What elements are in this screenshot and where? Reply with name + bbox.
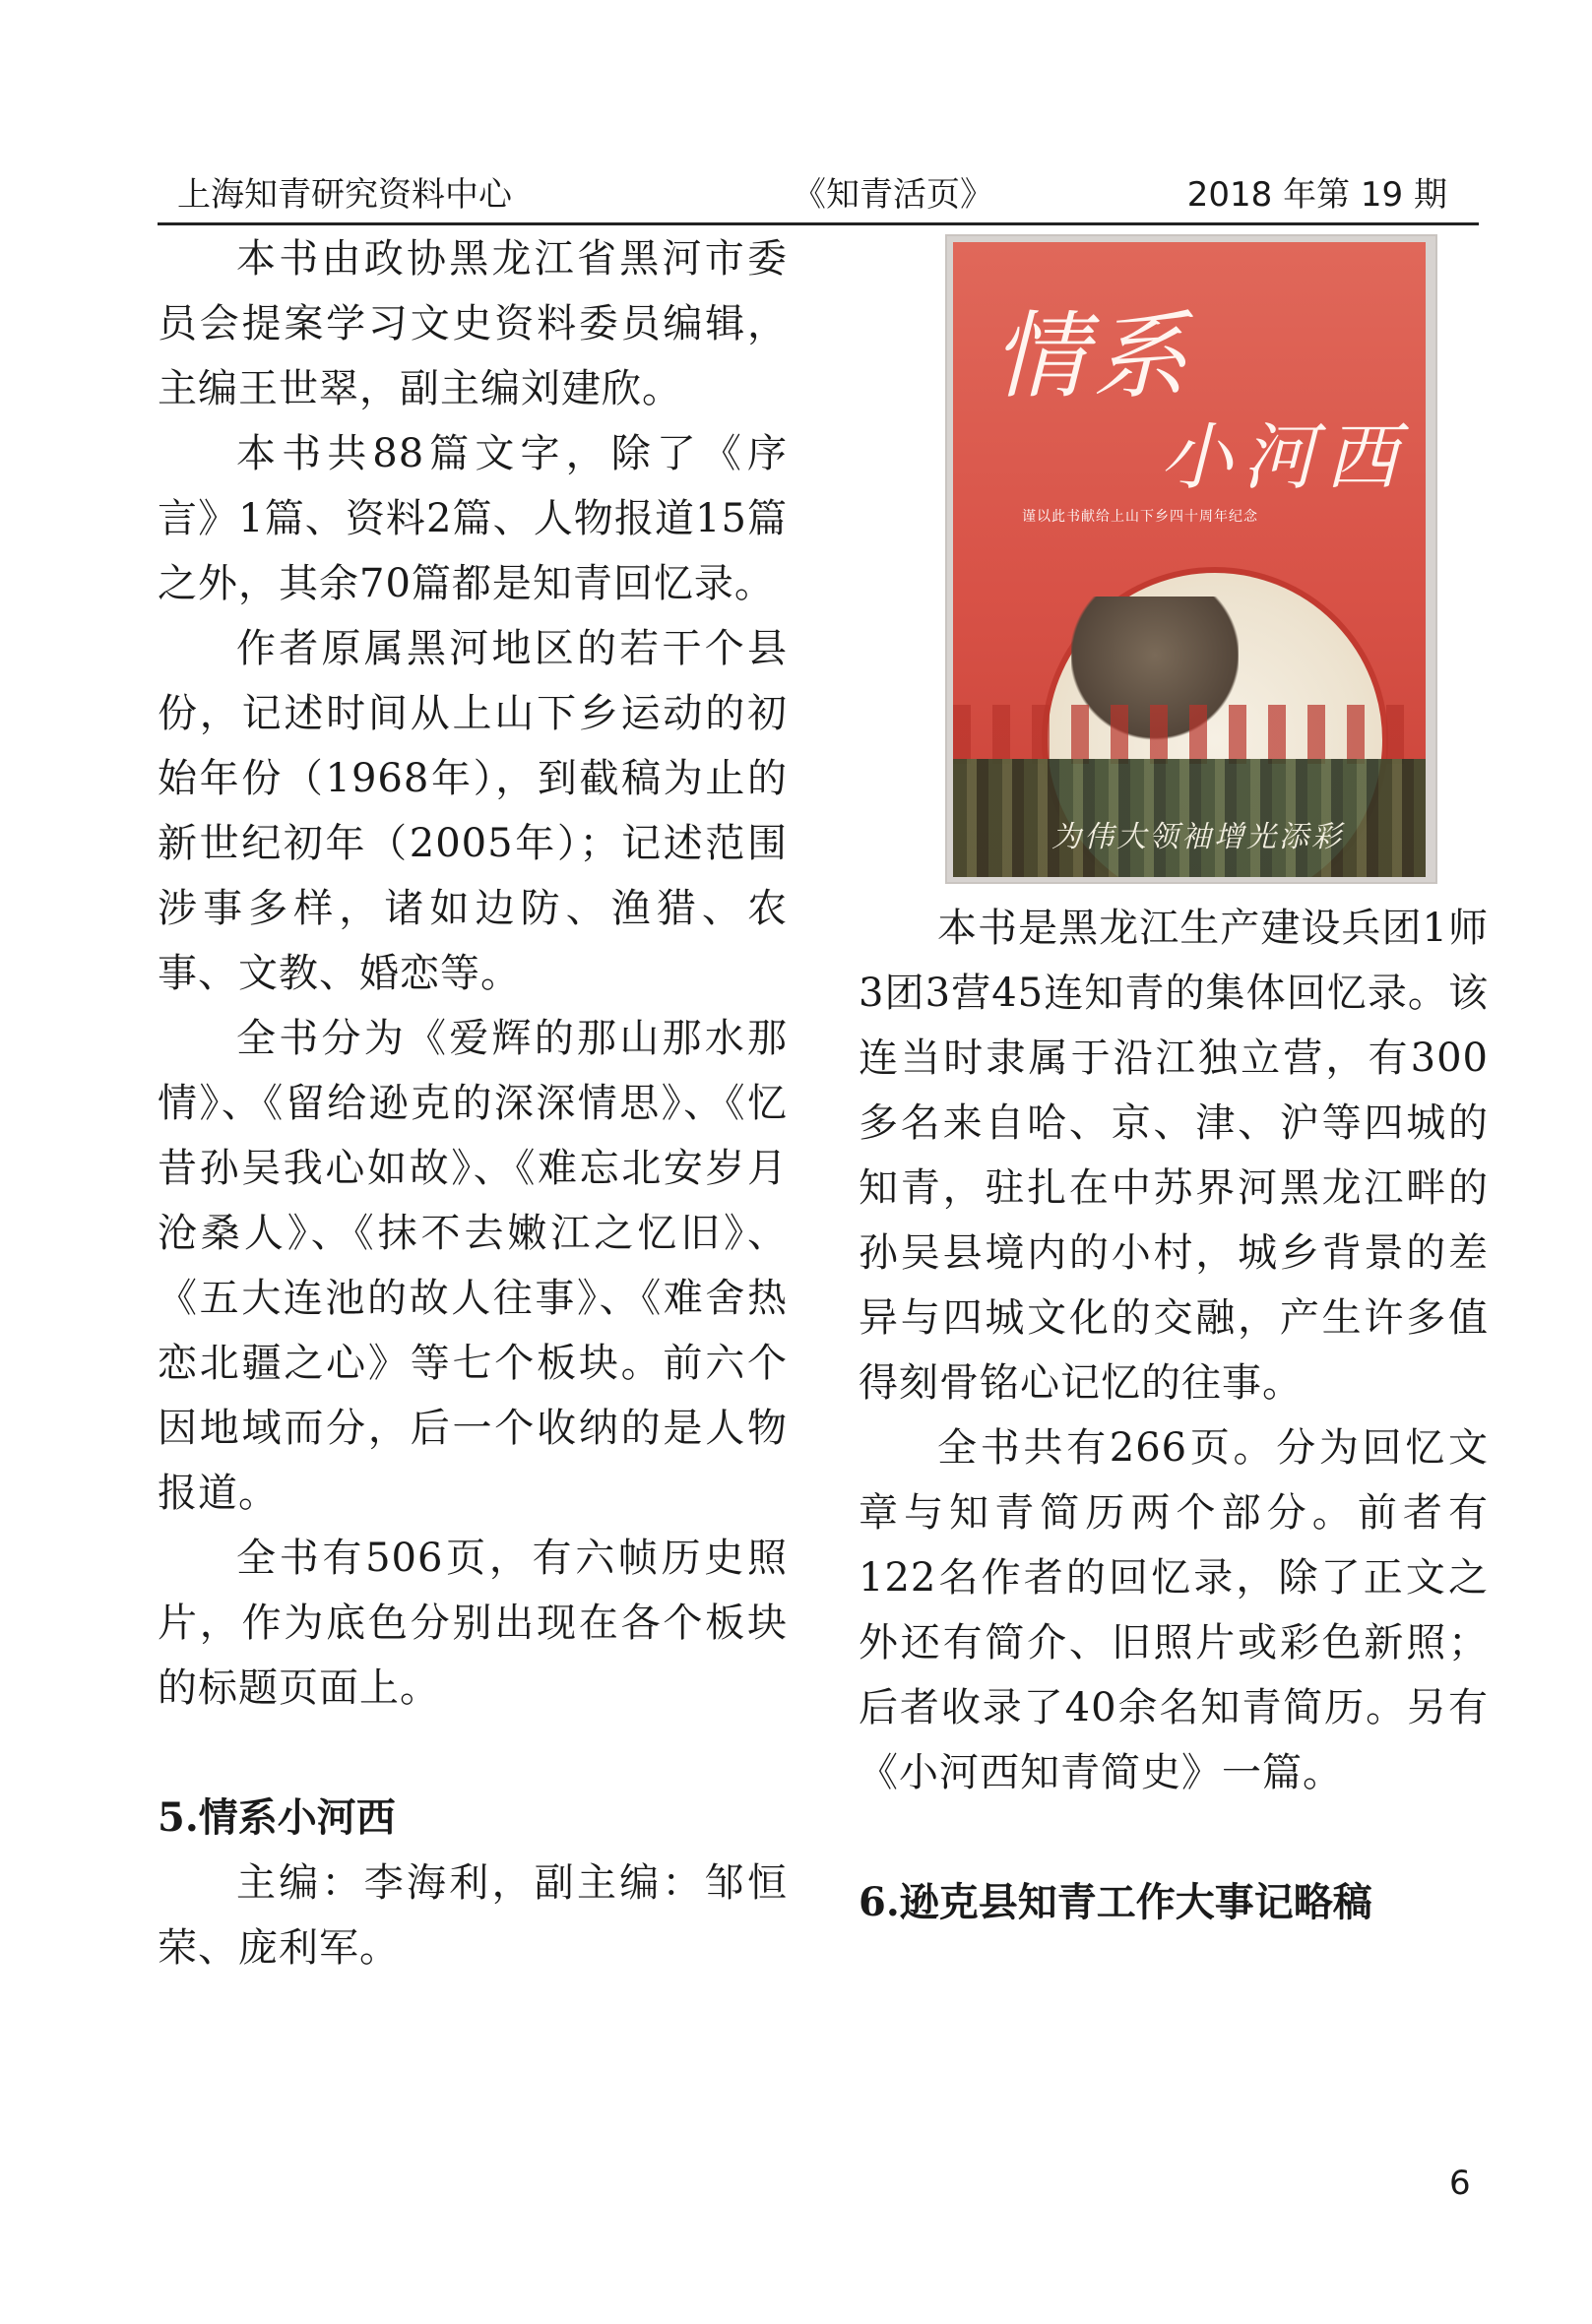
book-cover-bottom-text: 为伟大领袖增光添彩	[1051, 820, 1344, 854]
left-paragraph-3: 作者原属黑河地区的若干个县份，记述时间从上山下乡运动的初始年份（1968年），到截稿为止的新世纪初年（2005年）；记述范围涉事多样，诸如边防、渔猎、农事、文教、婚恋等。	[158, 626, 788, 996]
book-cover-subtitle: 小河西	[1160, 415, 1408, 500]
book-cover-photo	[945, 234, 1437, 884]
book-cover-caption: 谨以此书献给上山下乡四十周年纪念	[1022, 509, 1258, 525]
left-column	[158, 226, 788, 1980]
left-paragraph-6: 主编：李海利，副主编：邹恒荣、庞利军。	[158, 1860, 788, 1971]
right-paragraph-2: 全书共有266页。分为回忆文章与知青简历两个部分。前者有122名作者的回忆录，除了正文之外还有简介、旧照片或彩色新照；后者收录了40余名知青简历。另有《小河西知青简史》一篇。	[859, 1425, 1489, 1795]
page-header	[158, 157, 1479, 225]
book-cover	[953, 242, 1426, 877]
section-5-heading: 5.情系小河西	[158, 1794, 396, 1841]
header-publication-title: 《知青活页》	[793, 175, 993, 215]
cover-flags	[953, 705, 1426, 764]
left-paragraph-5: 全书有506页，有六帧历史照片，作为底色分别出现在各个板块的标题页面上。	[158, 1536, 788, 1711]
right-paragraph-1: 本书是黑龙江生产建设兵团1师3团3营45连知青的集体回忆录。该连当时隶属于沿江独立营，有300多名来自哈、京、津、沪等四城的知青，驻扎在中苏界河黑龙江畔的孙吴县境内的小村，城乡背景的差异与四城文化的交融，产生许多值得刻骨铭心记忆的往事。	[859, 906, 1489, 1406]
section-6-heading: 6.逊克县知青工作大事记略稿	[859, 1879, 1372, 1925]
left-paragraph-1: 本书由政协黑龙江省黑河市委员会提案学习文史资料委员编辑，主编王世翠，副主编刘建欣。	[158, 236, 788, 411]
book-cover-title: 情系	[992, 301, 1193, 411]
right-column	[859, 896, 1489, 1935]
header-issue: 2018 年第 19 期	[1186, 175, 1447, 215]
header-publisher: 上海知青研究资料中心	[177, 175, 512, 215]
left-paragraph-4: 全书分为《爱辉的那山那水那情》、《留给逊克的深深情思》、《忆昔孙吴我心如故》、《难忘北安岁月沧桑人》、《抹不去嫩江之忆旧》、《五大连池的故人往事》、《难舍热恋北疆之心》等七个板块。前六个因地域而分，后一个收纳的是人物报道。	[158, 1016, 788, 1516]
page-number: 6	[1449, 2164, 1471, 2203]
left-paragraph-2: 本书共88篇文字，除了《序言》1篇、资料2篇、人物报道15篇之外，其余70篇都是知青回忆录。	[158, 431, 788, 606]
